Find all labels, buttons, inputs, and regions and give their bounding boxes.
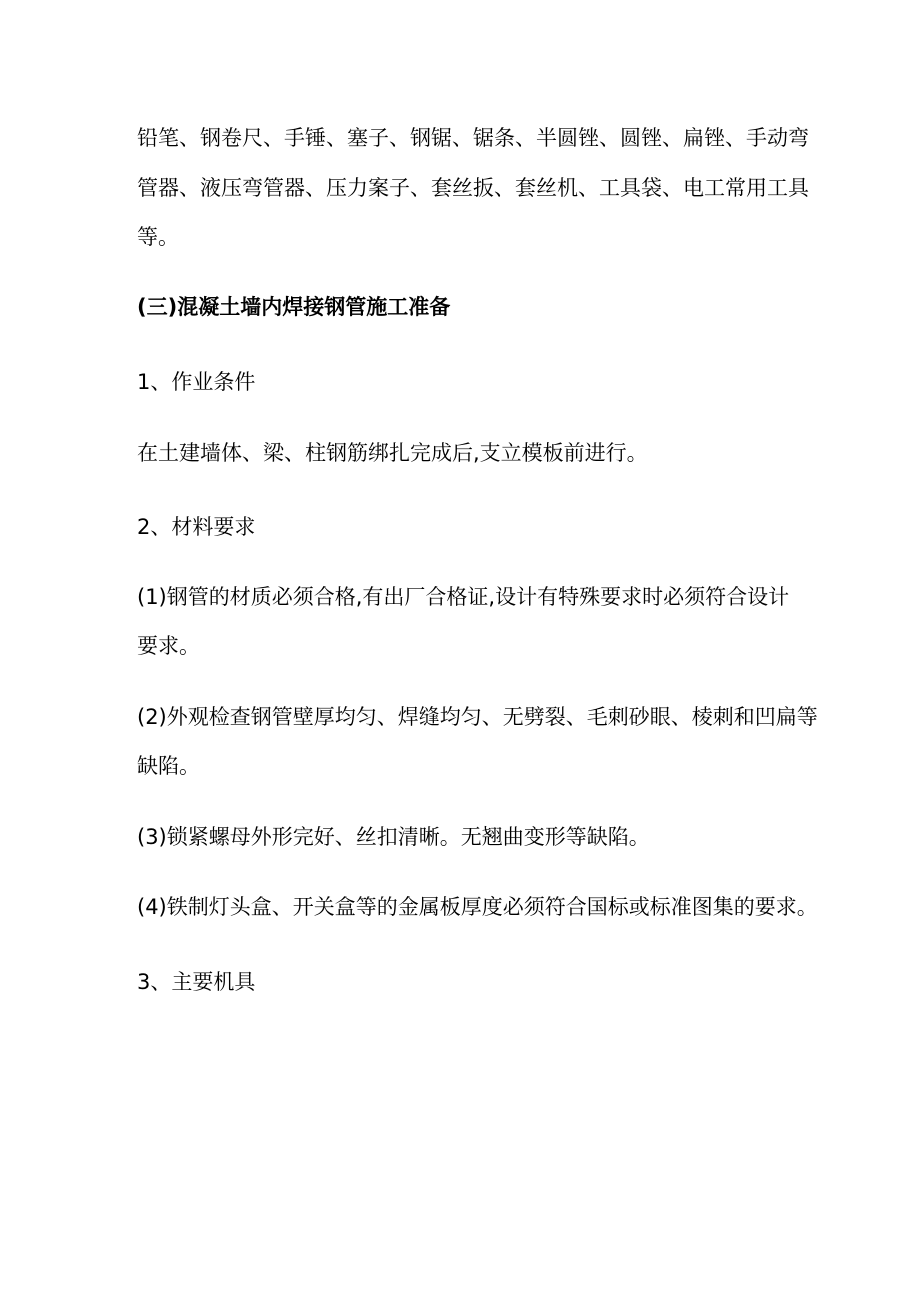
item1-text: 在土建墙体、梁、柱钢筋绑扎完成后,支立模板前进行。: [137, 441, 648, 465]
tools-paragraph-line-1: 铅笔、钢卷尺、手锤、塞子、钢锯、锯条、半圆锉、圆锉、扁锉、手动弯: [137, 126, 809, 150]
tools-paragraph-line-2: 管器、液压弯管器、压力案子、套丝扳、套丝机、工具袋、电工常用工具: [137, 176, 809, 200]
requirement-1-line-1: (1)钢管的材质必须合格,有出厂合格证,设计有特殊要求时必须符合设计: [137, 585, 790, 609]
tools-paragraph-line-3: 等。: [137, 225, 179, 249]
section-heading: (三)混凝土墙内焊接钢管施工准备: [137, 295, 451, 319]
requirement-1-line-2: 要求。: [137, 634, 200, 658]
requirement-4: (4)铁制灯头盒、开关盒等的金属板厚度必须符合国标或标准图集的要求。: [137, 895, 818, 919]
requirement-3: (3)锁紧螺母外形完好、丝扣清晰。无翘曲变形等缺陷。: [137, 825, 650, 849]
item3-heading: 3、主要机具: [137, 970, 256, 994]
item1-heading: 1、作业条件: [137, 370, 256, 394]
item2-heading: 2、材料要求: [137, 515, 256, 539]
requirement-2-line-1: (2)外观检查钢管壁厚均匀、焊缝均匀、无劈裂、毛刺砂眼、棱刺和凹扁等: [137, 705, 818, 729]
requirement-2-line-2: 缺陷。: [137, 754, 200, 778]
